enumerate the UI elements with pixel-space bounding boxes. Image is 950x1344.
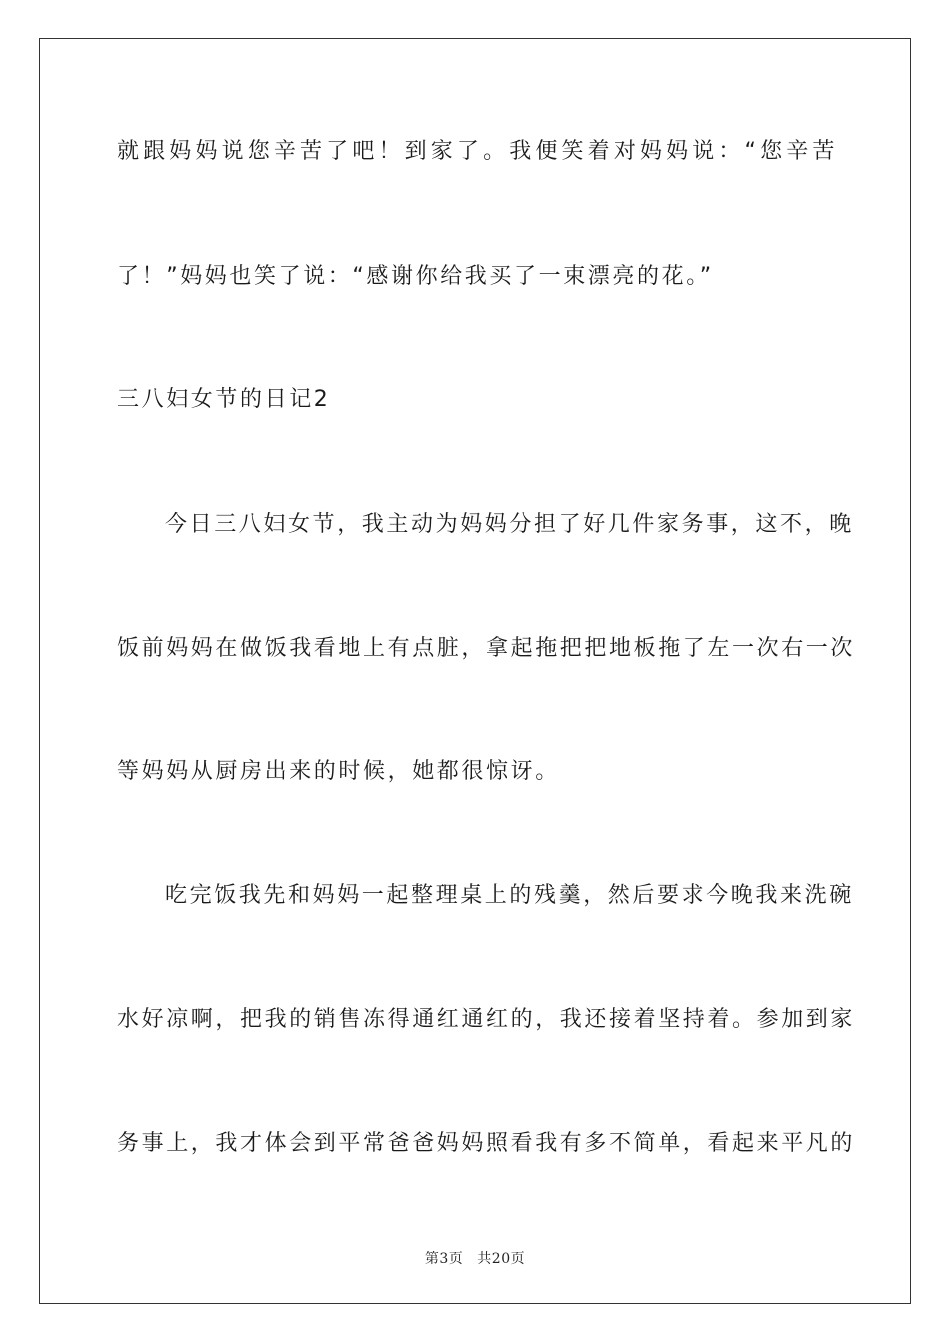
section-heading: 三八妇女节的日记2 — [117, 387, 331, 412]
page-footer — [0, 1248, 950, 1268]
page-frame — [39, 38, 911, 1304]
text-line-7: 水好凉啊，把我的销售冻得通红通红的，我还接着坚持着。参加到家 — [117, 1007, 856, 1032]
text-line-5: 等妈妈从厨房出来的时候，她都很惊讶。 — [117, 759, 560, 784]
text-line-1: 就跟妈妈说您辛苦了吧！到家了。我便笑着对妈妈说：“您辛苦 — [117, 139, 837, 164]
text-line-6: 吃完饭我先和妈妈一起整理桌上的残羹，然后要求今晚我来洗碗 — [165, 883, 854, 908]
page-total: 共20页 — [477, 1251, 526, 1267]
page-number: 第3页 — [424, 1251, 464, 1267]
text-line-3: 今日三八妇女节，我主动为妈妈分担了好几件家务事，这不，晚 — [165, 512, 854, 537]
text-line-2: 了！”妈妈也笑了说：“感谢你给我买了一束漂亮的花。” — [117, 264, 714, 289]
text-line-8: 务事上，我才体会到平常爸爸妈妈照看我有多不简单，看起来平凡的 — [117, 1131, 856, 1156]
text-line-4: 饭前妈妈在做饭我看地上有点脏，拿起拖把把地板拖了左一次右一次 — [117, 636, 856, 661]
